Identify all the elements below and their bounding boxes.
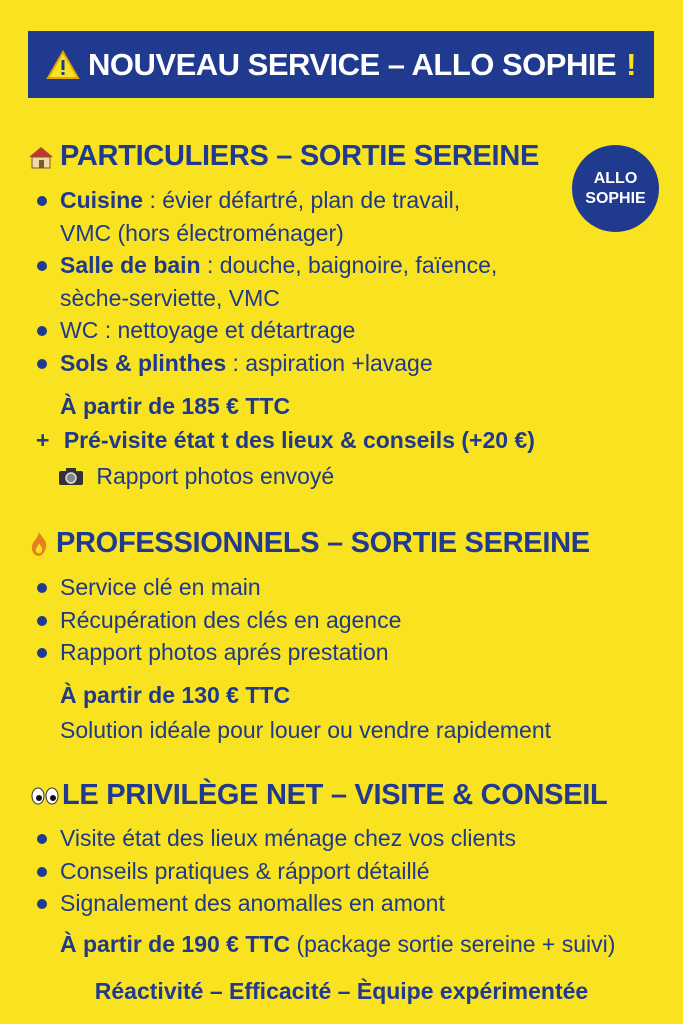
list-item (36, 822, 516, 855)
item-text: Signalement des anomalles en amont (60, 890, 445, 916)
item-label: Salle de bain (60, 252, 201, 278)
item-text: : douche, baignoire, faïence, (200, 252, 498, 278)
badge-line2: SOPHIE (585, 189, 646, 207)
privilege-title-text: LE PRIVILÈGE NET – VISITE & CONSEIL (62, 779, 608, 811)
footer-tagline: Réactivité – Efficacité – Èquipe expérimentée (94, 978, 589, 1004)
item-text: WC : nettoyage et détartrage (60, 317, 356, 343)
privilege-price-note: (package sortie sereine + suivi) (290, 931, 616, 957)
item-text: Rapport photos aprés prestation (60, 639, 389, 665)
particuliers-title (28, 140, 539, 173)
item-text: Service clé en main (60, 574, 261, 600)
warning-icon (46, 50, 80, 80)
professionnels-price: À partir de 130 € TTC (60, 682, 291, 708)
extra-text: Pré-visite état t des lieux & conseils (+20 €) (63, 427, 535, 453)
list-item (36, 887, 516, 920)
item-label: Sols & plinthes (60, 349, 227, 376)
list-item (36, 184, 497, 249)
banner-title: NOUVEAU SERVICE – ALLO SOPHIE (88, 46, 617, 82)
item-text: : évier défartré, plan de travail, (143, 187, 461, 213)
professionnels-title-text: PROFESSIONNELS – SORTIE SEREINE (56, 527, 590, 559)
report-text: Rapport photos envoyé (96, 463, 335, 489)
privilege-list (36, 822, 516, 920)
particuliers-report (58, 463, 334, 490)
professionnels-list (36, 571, 401, 669)
item-text: Conseils pratiques & rápport détaillé (60, 857, 430, 884)
list-item (36, 855, 516, 888)
item-text: Récupération des clés en agence (60, 606, 402, 633)
list-item (36, 571, 401, 604)
particuliers-list (36, 184, 497, 379)
particuliers-title-text: PARTICULIERS – SORTIE SEREINE (60, 140, 540, 172)
allo-sophie-badge (572, 145, 659, 232)
list-item (36, 604, 401, 637)
list-item (36, 636, 401, 669)
list-item (36, 314, 497, 347)
item-text: Visite état des lieux ménage chez vos clients (60, 825, 516, 851)
badge-line1: ALLO (593, 169, 638, 187)
professionnels-title (28, 527, 590, 560)
eyes-icon (30, 787, 60, 805)
professionnels-note: Solution idéale pour louer ou vendre rapidement (60, 717, 551, 743)
flame-icon (28, 531, 50, 557)
privilege-price-text: À partir de 190 € TTC (60, 931, 291, 957)
list-item (36, 249, 497, 314)
item-continuation: VMC (hors électroménager) (60, 219, 344, 246)
item-continuation: sèche-serviette, VMC (60, 284, 280, 311)
particuliers-price: À partir de 185 € TTC (60, 393, 291, 419)
item-label: Cuisine (60, 187, 144, 213)
particuliers-extra (36, 427, 535, 454)
privilege-title (30, 779, 607, 812)
plus-sign: + (36, 427, 50, 453)
header-banner (28, 31, 654, 98)
camera-icon (58, 466, 84, 486)
house-icon (28, 145, 54, 169)
banner-exclamation: ! (626, 46, 636, 82)
item-text: : aspiration +lavage (226, 349, 433, 376)
list-item (36, 347, 497, 380)
privilege-price (60, 931, 615, 958)
